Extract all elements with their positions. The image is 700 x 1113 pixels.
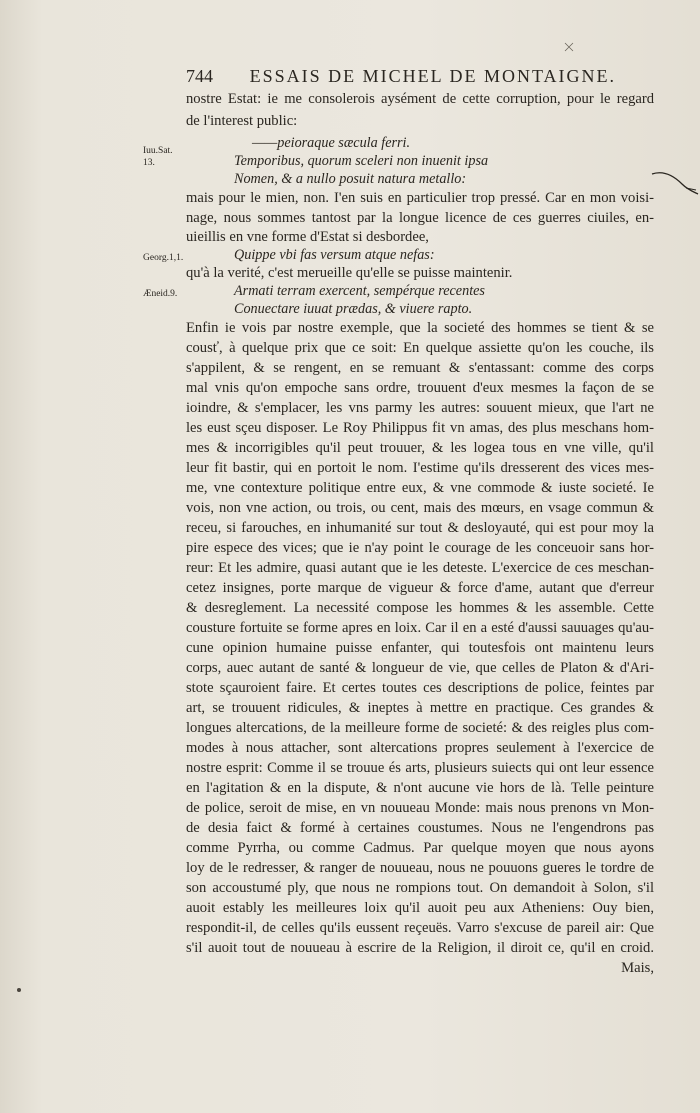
text-line: leur fit bastir, qui en portoit le nom. I'estime qu'ils dresserent des vices mes- — [186, 460, 654, 476]
text-line: cousť, à quelque prix que ce soit: En quelque assiette qu'on les couche, ils — [186, 340, 654, 356]
text-line: nostre Estat: ie me consolerois aysément de cette corruption, pour le regard — [186, 91, 654, 107]
text-line: de desia faict & formé à certaines coustumes. Nous ne l'engendrons pas — [186, 820, 654, 836]
text-line: art, se trouuent ridicules, & ineptes à mettre en practique. Ces grandes & — [186, 700, 654, 716]
margin-note: Georg.1,1. — [143, 253, 184, 263]
ink-speck — [14, 985, 24, 995]
text-line: qu'à la verité, c'est merueille qu'elle se puisse maintenir. — [186, 265, 513, 281]
text-line: nostre esprit: Comme il se trouue és arts, plusieurs suiects qui ont leur essence — [186, 760, 654, 776]
margin-note: Iuu.Sat. — [143, 146, 173, 156]
verse-line: Temporibus, quorum sceleri non inuenit ipsa — [234, 153, 489, 169]
text-line: nage, nous sommes tantost par la longue licence de ces guerres ciuiles, en- — [186, 210, 654, 226]
text-line: en l'agitation & en la dispute, & n'ont aucune vie hors de là. Telle peinture — [186, 780, 654, 796]
text-line: auoit estably les meilleures loix qu'il auoit peu aux Atheniens: Ouy bien, — [186, 900, 654, 916]
text-line: cousture fortuite se forme apres en loix. Car il en a esté d'aussi sauuages qu'au- — [186, 620, 654, 636]
text-line: s'appilent, & se rengent, en se remuant & s'entassant: comme des corps — [186, 360, 654, 376]
text-line: mais pour le mien, non. I'en suis en particulier trop pressé. Car en mon voisi- — [186, 190, 654, 206]
margin-note: Æneid.9. — [143, 289, 178, 299]
text-line: & desreglement. La necessité compose les hommes & les assemble. Cette — [186, 600, 654, 616]
text-line: mal vnis qu'on empoche sans ordre, trouuent d'eux mesmes la façon de se — [186, 380, 654, 396]
text-line: les eust sçeu disposer. Le Roy Philippus fit vn amas, des plus meschans hom- — [186, 420, 654, 436]
running-header — [186, 66, 616, 87]
verse-line: Armati terram exercent, sempérque recentes — [234, 283, 485, 299]
text-line: reur: Et les admire, quasi autant que ie les deteste. L'exercice de ces meschan- — [186, 560, 654, 576]
text-line: mes & incorrigibles qu'il peut trouuer, & les logea tous en vne ville, qu'il — [186, 440, 654, 456]
text-line: corps, auec autant de santé & longueur de vie, que celles de Platon & d'Ari- — [186, 660, 654, 676]
text-line: cetez insignes, porte marque de vigueur & force d'ame, autant que d'erreur — [186, 580, 654, 596]
running-title: ESSAIS DE MICHEL DE MONTAIGNE. — [249, 66, 616, 86]
catchword: Mais, — [621, 960, 654, 976]
verse-line: ——peioraque sæcula ferri. — [252, 135, 411, 151]
page-number: 744 — [186, 66, 213, 86]
margin-note: 13. — [143, 158, 155, 168]
text-line: vois, non vne action, ou trois, ou cent, mais des mœurs, en vsage commun & — [186, 500, 654, 516]
verse-line: Nomen, & a nullo posuit natura metallo: — [234, 171, 467, 187]
text-line: receu, si farouches, en inhumanité sur tout & desloyauté, qui est pour moy la — [186, 520, 654, 536]
text-line: Enfin ie vois par nostre exemple, que la societé des hommes se tient & se — [186, 320, 654, 336]
text-line: me, vne contexture politique entre eux, & vne commode & iuste societé. Ie — [186, 480, 654, 496]
text-line: de police, seroit de mise, en vn nouueau Monde: mais nous prenons vn Mon- — [186, 800, 654, 816]
ink-mark-scribble — [650, 168, 700, 198]
text-line: ioindre, & s'emplacer, les vns parmy les autres: souuent mieux, que l'art ne — [186, 400, 654, 416]
text-line: cune opinion humaine puisse enfanter, qui toutesfois ont maintenu leurs — [186, 640, 654, 656]
text-line: respondit-il, de celles qu'ils eussent reçeuës. Varro s'excuse de pareil air: Que — [186, 920, 654, 936]
text-line: loy de le redresser, & ranger de nouueau, nous ne pouuons gueres le tordre de — [186, 860, 654, 876]
text-line: pire espece des vices; que ie n'ay point le courage de les conceuoir sans hor- — [186, 540, 654, 556]
text-line: de l'interest public: — [186, 113, 298, 129]
text-line: stote sçauroient faire. Et certes toutes ces descriptions de police, feintes par — [186, 680, 654, 696]
text-line: longues altercations, de la meilleure forme de societé: & des reigles plus com- — [186, 720, 654, 736]
text-line: s'il auoit tout de nouueau à escrire de la Religion, il diroit ce, qu'il en croid. — [186, 940, 654, 956]
text-line: modes à nous attacher, sont altercations propres seulement à l'exercice de — [186, 740, 654, 756]
text-line: uieillis en vne forme d'Estat si desbordee, — [186, 229, 429, 245]
text-line: son accoustumé ply, que nous ne rompions tout. On demandoit à Solon, s'il — [186, 880, 654, 896]
verse-line: Quippe vbi fas versum atque nefas: — [234, 247, 435, 263]
ink-speck — [562, 40, 576, 54]
verse-line: Conuectare iuuat prædas, & viuere rapto. — [234, 301, 473, 317]
text-line: comme Pyrrha, ou comme Cadmus. Par quelque moyen que nous ayons — [186, 840, 654, 856]
